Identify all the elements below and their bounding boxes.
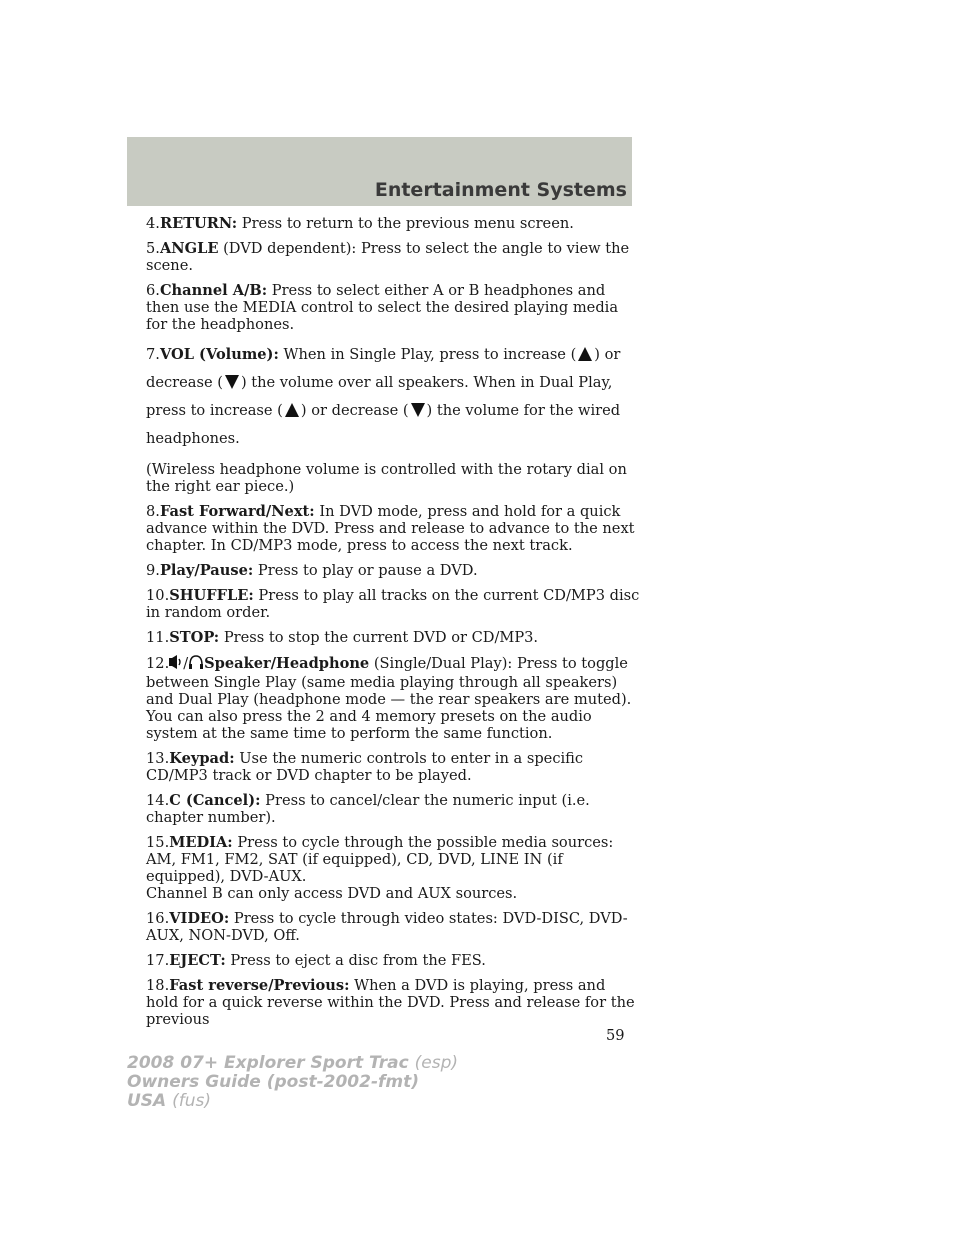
- volume-up-icon: [578, 347, 592, 361]
- section-header-band: [127, 137, 632, 206]
- item-14: 14.C (Cancel): Press to cancel/clear the numeric input (i.e. chapter number).: [146, 792, 590, 826]
- item-4: 4.RETURN: Press to return to the previous menu screen.: [146, 215, 574, 232]
- item-16: 16.VIDEO: Press to cycle through video states: DVD-DISC, DVD-AUX, NON-DVD, Off.: [146, 910, 628, 944]
- document-footer: [127, 1054, 458, 1111]
- item-13: 13.Keypad: Use the numeric controls to enter in a specific CD/MP3 track or DVD chapter to be played.: [146, 750, 584, 784]
- volume-down-icon: [411, 403, 425, 417]
- item-6: 6.Channel A/B: Press to select either A or B headphones and then use the MEDIA control to select the desired playing media for the headphones.: [146, 282, 619, 333]
- body-text: [146, 215, 641, 1036]
- footer-line-2: Owners Guide (post-2002-fmt): [127, 1072, 420, 1092]
- item-15: 15.MEDIA: Press to cycle through the possible media sources: AM, FM1, FM2, SAT (if equipped), CD, DVD, LINE IN (if equipped), DVD-AUX. Channel B can only access DVD and AUX sources.: [146, 834, 614, 902]
- item-11: 11.STOP: Press to stop the current DVD or CD/MP3.: [146, 629, 539, 646]
- item-9: 9.Play/Pause: Press to play or pause a DVD.: [146, 562, 478, 579]
- headphone-icon: [188, 654, 204, 674]
- item-12: 12. / Speaker/Headphone (Single/Dual Play): Press to toggle between Single Play (same media playing through all speakers) and Dual Play (headphone mode — the rear speakers are muted). You can also press the 2 and 4 memory presets on the audio system at the same time to perform the same function.: [146, 655, 632, 742]
- item-18: 18.Fast reverse/Previous: When a DVD is playing, press and hold for a quick reverse within the DVD. Press and release for the previous: [146, 977, 635, 1028]
- volume-down-icon: [225, 375, 239, 389]
- volume-up-icon: [285, 403, 299, 417]
- speaker-icon: [169, 654, 183, 674]
- item-8: 8.Fast Forward/Next: In DVD mode, press and hold for a quick advance within the DVD. Press and release to advance to the next chapter. In CD/MP3 mode, press to access the next track.: [146, 503, 635, 554]
- footer-line-1: 2008 07+ Explorer Sport Trac (esp): [127, 1053, 459, 1073]
- item-7: 7.VOL (Volume): When in Single Play, press to increase ( ) or decrease ( ) the volume over all speakers. When in Dual Play, press to increase ( ) or decrease ( ) the volume for the wired headphones.: [146, 346, 621, 447]
- page-number: 59: [606, 1027, 625, 1044]
- item-7-note: (Wireless headphone volume is controlled with the rotary dial on the right ear piece.): [146, 461, 627, 495]
- item-17: 17.EJECT: Press to eject a disc from the FES.: [146, 952, 486, 969]
- section-title: Entertainment Systems: [374, 179, 627, 201]
- item-10: 10.SHUFFLE: Press to play all tracks on the current CD/MP3 disc in random order.: [146, 587, 640, 621]
- footer-line-3: USA (fus): [127, 1091, 212, 1111]
- item-5: 5.ANGLE (DVD dependent): Press to select the angle to view the scene.: [146, 240, 630, 274]
